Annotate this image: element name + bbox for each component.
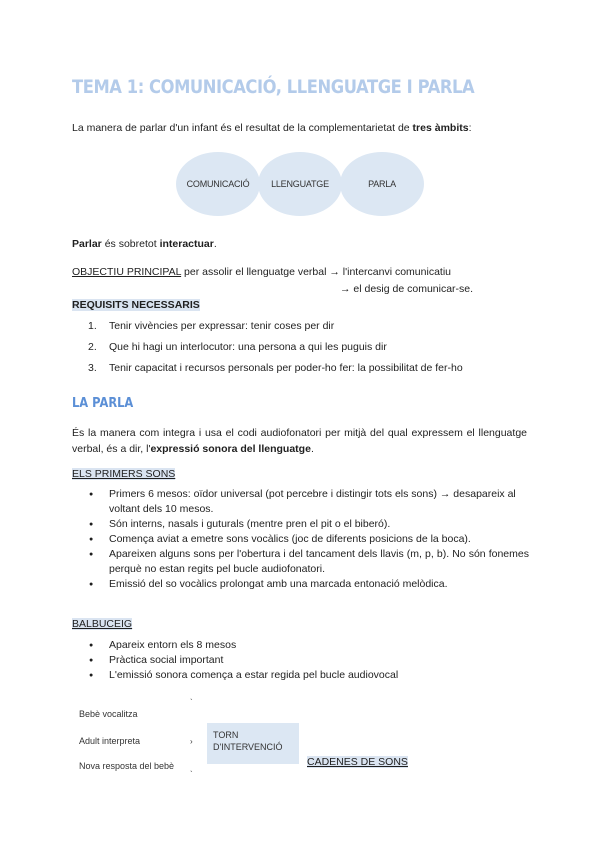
list-item: ● Apareixen alguns sons per l'obertura i del tancament dels llavis (m, p, b). No són fonemes perquè no estan regits pel bucle audiofonatori. xyxy=(89,547,529,577)
circle-label: PARLA xyxy=(368,179,396,189)
objectiu-line2: → el desig de comunicar-se. xyxy=(340,283,474,295)
balbuceig-list xyxy=(89,638,529,683)
diagram-step: Nova resposta del bebè xyxy=(79,761,175,771)
objectiu-text: per assolir el llenguatge verbal → l'intercanvi comunicatiu xyxy=(181,266,451,278)
page-title: TEMA 1: COMUNICACIÓ, LLENGUATGE I PARLA xyxy=(72,76,475,98)
parlar-end: . xyxy=(213,238,217,250)
parlar-bold: Parlar xyxy=(72,238,102,250)
list-item: Tenir vivències per expressar: tenir coses per dir xyxy=(109,320,335,332)
box-line: TORN xyxy=(213,730,239,740)
intro-paragraph xyxy=(72,122,472,134)
circle-label: COMUNICACIÓ xyxy=(186,179,250,189)
list-item: 1. xyxy=(88,320,97,332)
requisits-heading-text: REQUISITS NECESSARIS xyxy=(72,299,200,311)
intro-end: : xyxy=(468,122,472,134)
list-item: ● Primers 6 mesos: oïdor universal (pot percebre i distingir tots els sons) → desapareix al voltant dels 10 mesos. xyxy=(89,487,529,517)
list-item: ● Són interns, nasals i guturals (mentre pren el pit o el biberó). xyxy=(89,517,529,532)
tick-mark-icon: ` xyxy=(190,698,193,707)
primers-sons-list xyxy=(89,487,529,592)
circle-label: LLENGUATGE xyxy=(271,179,329,189)
cadenes-heading xyxy=(307,756,408,768)
arrow-right-icon: › xyxy=(190,737,193,746)
cadenes-heading-text: CADENES DE SONS xyxy=(307,756,408,768)
list-item: 2. xyxy=(88,341,97,353)
balbuceig-heading xyxy=(72,618,132,630)
list-item: Tenir capacitat i recursos personals per poder-ho fer: la possibilitat de fer-ho xyxy=(109,362,463,374)
intro-bold: tres àmbits xyxy=(412,122,469,134)
box-line: D'INTERVENCIÓ xyxy=(213,742,283,752)
balbuceig-heading-text: BALBUCEIG xyxy=(72,618,133,630)
la-parla-paragraph xyxy=(72,425,527,457)
list-item: ● Comença aviat a emetre sons vocàlics (joc de diferents posicions de la boca). xyxy=(89,532,529,547)
circle-llenguatge xyxy=(258,152,342,216)
list-item: Que hi hagi un interlocutor: una persona a qui les puguis dir xyxy=(109,341,387,353)
tick-mark-icon: ` xyxy=(190,770,193,779)
circle-parla xyxy=(340,152,424,216)
torn-intervencio-box xyxy=(207,723,299,764)
la-parla-text: És la manera com integra i usa el codi audiofonatori per mitjà del qual expressem el llenguatge verbal, és a dir, l' xyxy=(72,427,527,455)
la-parla-bold: expressió sonora del llenguatge xyxy=(150,443,311,455)
diagram-step: Adult interpreta xyxy=(79,736,141,746)
list-item: ● Pràctica social important xyxy=(89,653,529,668)
primers-sons-heading-text: ELS PRIMERS SONS xyxy=(72,468,176,480)
circle-comunicacio xyxy=(176,152,260,216)
list-item: ● Apareix entorn els 8 mesos xyxy=(89,638,529,653)
objectiu-line xyxy=(72,266,451,278)
objectiu-label: OBJECTIU PRINCIPAL xyxy=(72,266,182,278)
parlar-line xyxy=(72,238,217,250)
intro-text: La manera de parlar d'un infant és el resultat de la complementarietat de xyxy=(72,122,413,134)
list-item: 3. xyxy=(88,362,97,374)
la-parla-heading: LA PARLA xyxy=(72,396,134,411)
la-parla-end: . xyxy=(310,443,314,455)
list-item: ● L'emissió sonora comença a estar regida pel bucle audiovocal xyxy=(89,668,529,683)
primers-sons-heading xyxy=(72,468,175,480)
parlar-mid: és sobretot xyxy=(101,238,160,250)
interactuar-bold: interactuar xyxy=(159,238,214,250)
list-item: ● Emissió del so vocàlics prolongat amb una marcada entonació melòdica. xyxy=(89,577,529,592)
diagram-step: Bebè vocalitza xyxy=(79,709,138,719)
requisits-heading xyxy=(72,299,200,311)
